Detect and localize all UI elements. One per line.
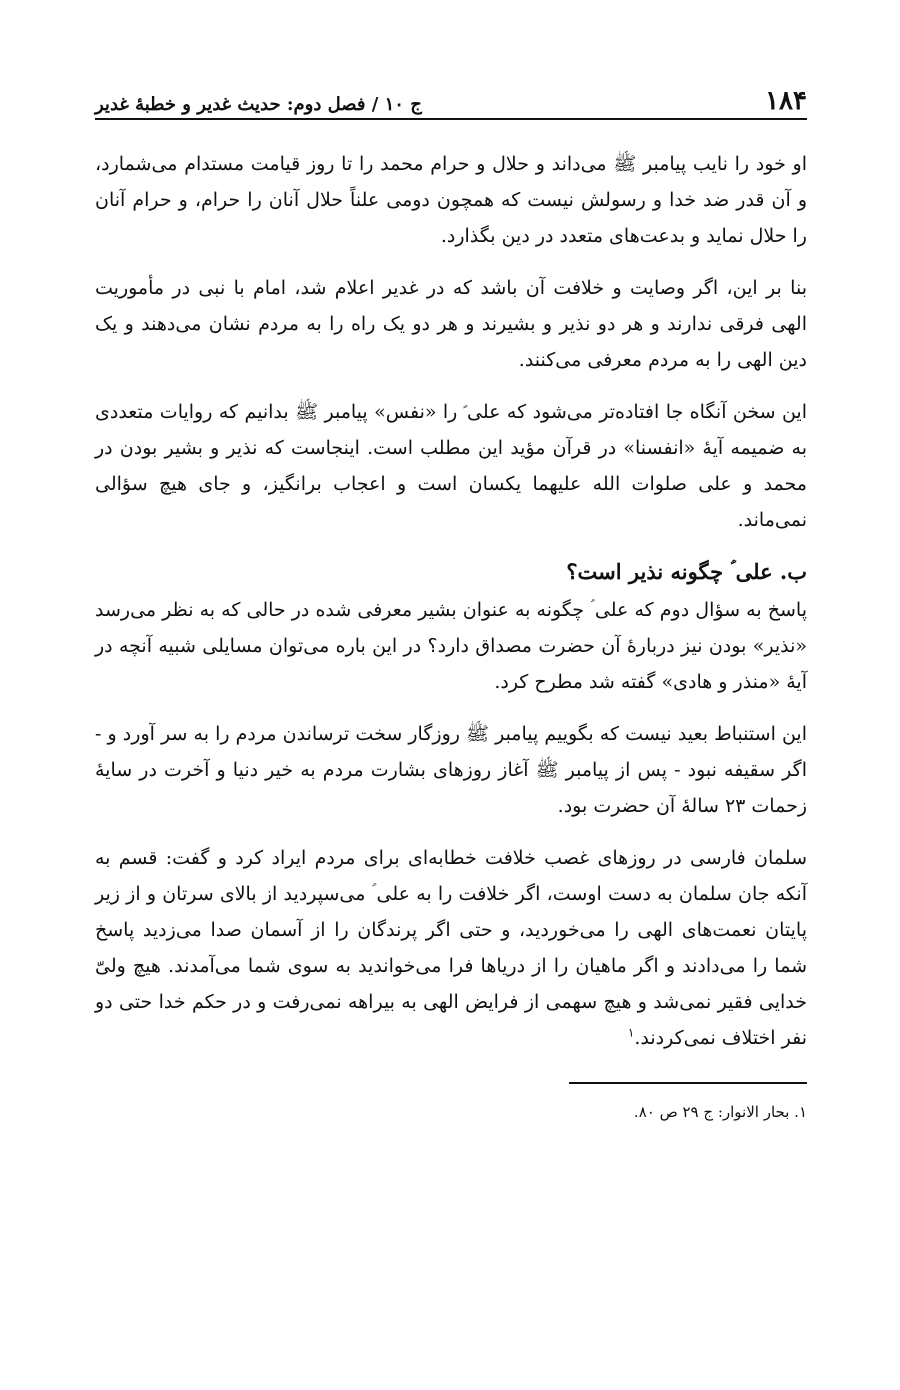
paragraph-1: او خود را نایب پیامبر ﷺ می‌داند و حلال و حرام محمد را تا روز قیامت مستدام می‌شمارد، و آن قدر ضد خدا و رسولش نیست که همچون دومی علناً حلال آنان را حرام، و حرام آنان را حلال نماید و بدعت‌های متعدد در دین بگذارد. (95, 153, 807, 247)
paragraph-3: این سخن آنگاه جا افتاده‌تر می‌شود که علی ؑ را «نفس» پیامبر ﷺ بدانیم که روایات متعددی به ضمیمه آیهٔ «انفسنا» در قرآن مؤید این مطلب است. اینجاست که نذیر و بشیر بودن در محمد و علی صلوات الله علیهما یکسان است و اعجاب برانگیز، و جای هیچ سؤالی نمی‌ماند. (95, 401, 807, 531)
footnote-reference: ۱ (627, 1025, 635, 1040)
section-heading: ب. علی ؑ چگونه نذیر است؟ (566, 559, 807, 584)
paragraph-4: پاسخ به سؤال دوم که علی ؑ چگونه به عنوان بشیر معرفی شده در حالی که به نظر می‌رسد «نذیر» بودن نیز دربارهٔ آن حضرت مصداق دارد؟ در این باره می‌توان مسایلی شبیه آنچه در آیهٔ «منذر و هادی» گفته شد مطرح کرد. (95, 599, 807, 693)
paragraph-5: این استنباط بعید نیست که بگوییم پیامبر ﷺ روزگار سخت ترساندن مردم را به سر آورد و - اگر سقیفه نبود - پس از پیامبر ﷺ آغاز روزهای بشارت مردم به خیر دنیا و آخرت در سایهٔ زحمات ۲۳ سالهٔ آن حضرت بود. (95, 723, 807, 817)
footnote-divider (569, 1082, 807, 1084)
paragraph-6-text: سلمان فارسی در روزهای غصب خلافت خطابه‌ای برای مردم ایراد کرد و گفت: قسم به آنکه جان سلمان به دست اوست، اگر خلافت را به علی ؑ می‌سپردید از بالای سرتان و از زیر پایتان نعمت‌های الهی را می‌خوردید، و حتی اگر پرندگان را از آسمان صدا می‌زدید پاسخ شما را می‌دادند و اگر ماهیان را از دریاها فرا می‌خواندید به سوی شما می‌آمدند. هیچ ولیّ خدایی فقیر نمی‌شد و هیچ سهمی از فرایض الهی به بیراهه نمی‌رفت و در حکم خدا حتی دو نفر اختلاف نمی‌کردند. (95, 847, 807, 1049)
paragraph-6 (95, 840, 807, 1056)
page-number: ۱۸۴ (765, 86, 807, 116)
book-page (95, 62, 807, 1124)
running-title: ج ۱۰ / فصل دوم: حدیث غدیر و خطبهٔ غدیر (95, 94, 422, 115)
body-text (95, 146, 807, 1056)
paragraph-2: بنا بر این، اگر وصایت و خلافت آن باشد که در غدیر اعلام شد، امام با نبی در مأموریت الهی فرقی ندارند و هر دو نذیر و بشیرند و هر دو یک راه را به مردم نشان می‌دهند و یک دین الهی را به مردم معرفی می‌کنند. (95, 277, 807, 371)
footnote: ۱. بحار الانوار: ج ۲۹ ص ۸۰. (633, 1103, 807, 1121)
running-header (95, 62, 807, 120)
